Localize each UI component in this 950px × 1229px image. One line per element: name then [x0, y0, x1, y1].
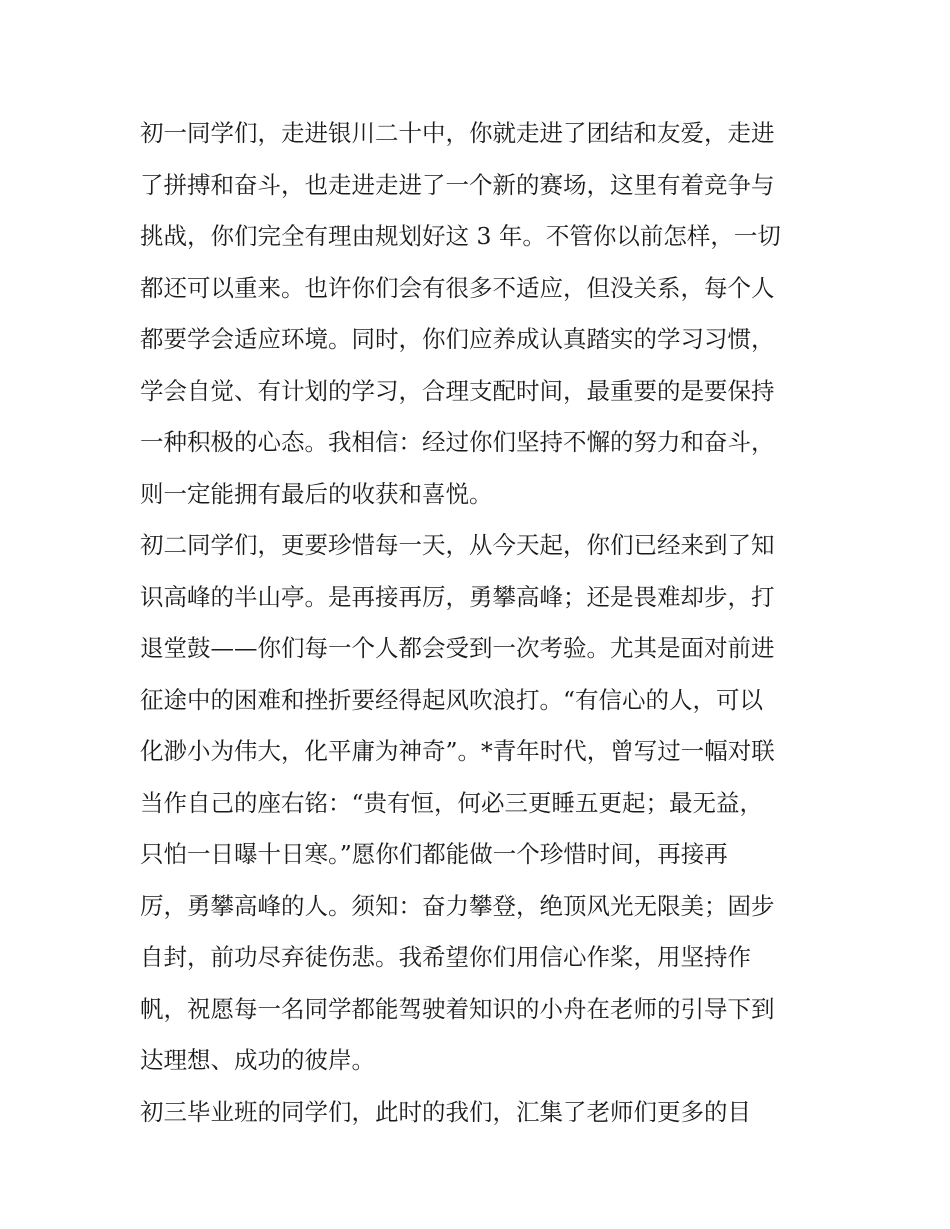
- paragraph-grade-two: [140, 520, 820, 1087]
- text-line: 挑战，你们完全有理由规划好这 3 年。不管你以前怎样，一切: [140, 222, 781, 250]
- text-line: 退堂鼓——你们每一个人都会受到一次考验。尤其是面对前进: [140, 634, 775, 662]
- text-line: 征途中的困难和挫折要经得起风吹浪打。“有信心的人，可以: [140, 685, 764, 714]
- text-line: 都要学会适应环境。同时，你们应养成认真踏实的学习习惯，: [140, 325, 775, 353]
- text-line: 初三毕业班的同学们，此时的我们，汇集了老师们更多的目: [140, 1097, 751, 1126]
- text-line: 只怕一日曝十日寒。”愿你们都能做一个珍惜时间，再接再: [140, 840, 728, 868]
- paragraph-grade-three: [140, 1087, 820, 1139]
- text-line: 帆，祝愿每一名同学都能驾驶着知识的小舟在老师的引导下到: [140, 994, 775, 1023]
- text-line: 学会自觉、有计划的学习，合理支配时间，最重要的是要保持: [140, 376, 775, 405]
- text-line: 都还可以重来。也许你们会有很多不适应，但没关系，每个人: [140, 273, 775, 302]
- text-line: 一种积极的心态。我相信：经过你们坚持不懈的努力和奋斗，: [140, 428, 775, 456]
- text-line: 化渺小为伟大，化平庸为神奇”。*青年时代，曾写过一幅对联: [140, 737, 775, 765]
- text-line: 初二同学们，更要珍惜每一天，从今天起，你们已经来到了知: [140, 531, 775, 559]
- text-line: 识高峰的半山亭。是再接再厉，勇攀高峰；还是畏难却步，打: [140, 582, 775, 611]
- text-line: 初一同学们，走进银川二十中，你就走进了团结和友爱，走进: [140, 119, 775, 147]
- document-body: [140, 108, 820, 1138]
- text-line: 达理想、成功的彼岸。: [140, 1046, 375, 1074]
- text-line: 厉，勇攀高峰的人。须知：奋力攀登，绝顶风光无限美；固步: [140, 891, 775, 920]
- text-line: 了拼搏和奋斗，也走进走进了一个新的赛场，这里有着竞争与: [140, 170, 775, 199]
- text-line: 当作自己的座右铭：“贵有恒，何必三更睡五更起；最无益，: [140, 788, 764, 817]
- text-line: 自封，前功尽弃徒伤悲。我希望你们用信心作桨，用坚持作: [140, 943, 751, 971]
- text-line: 则一定能拥有最后的收获和喜悦。: [140, 479, 493, 508]
- paragraph-grade-one: [140, 108, 820, 520]
